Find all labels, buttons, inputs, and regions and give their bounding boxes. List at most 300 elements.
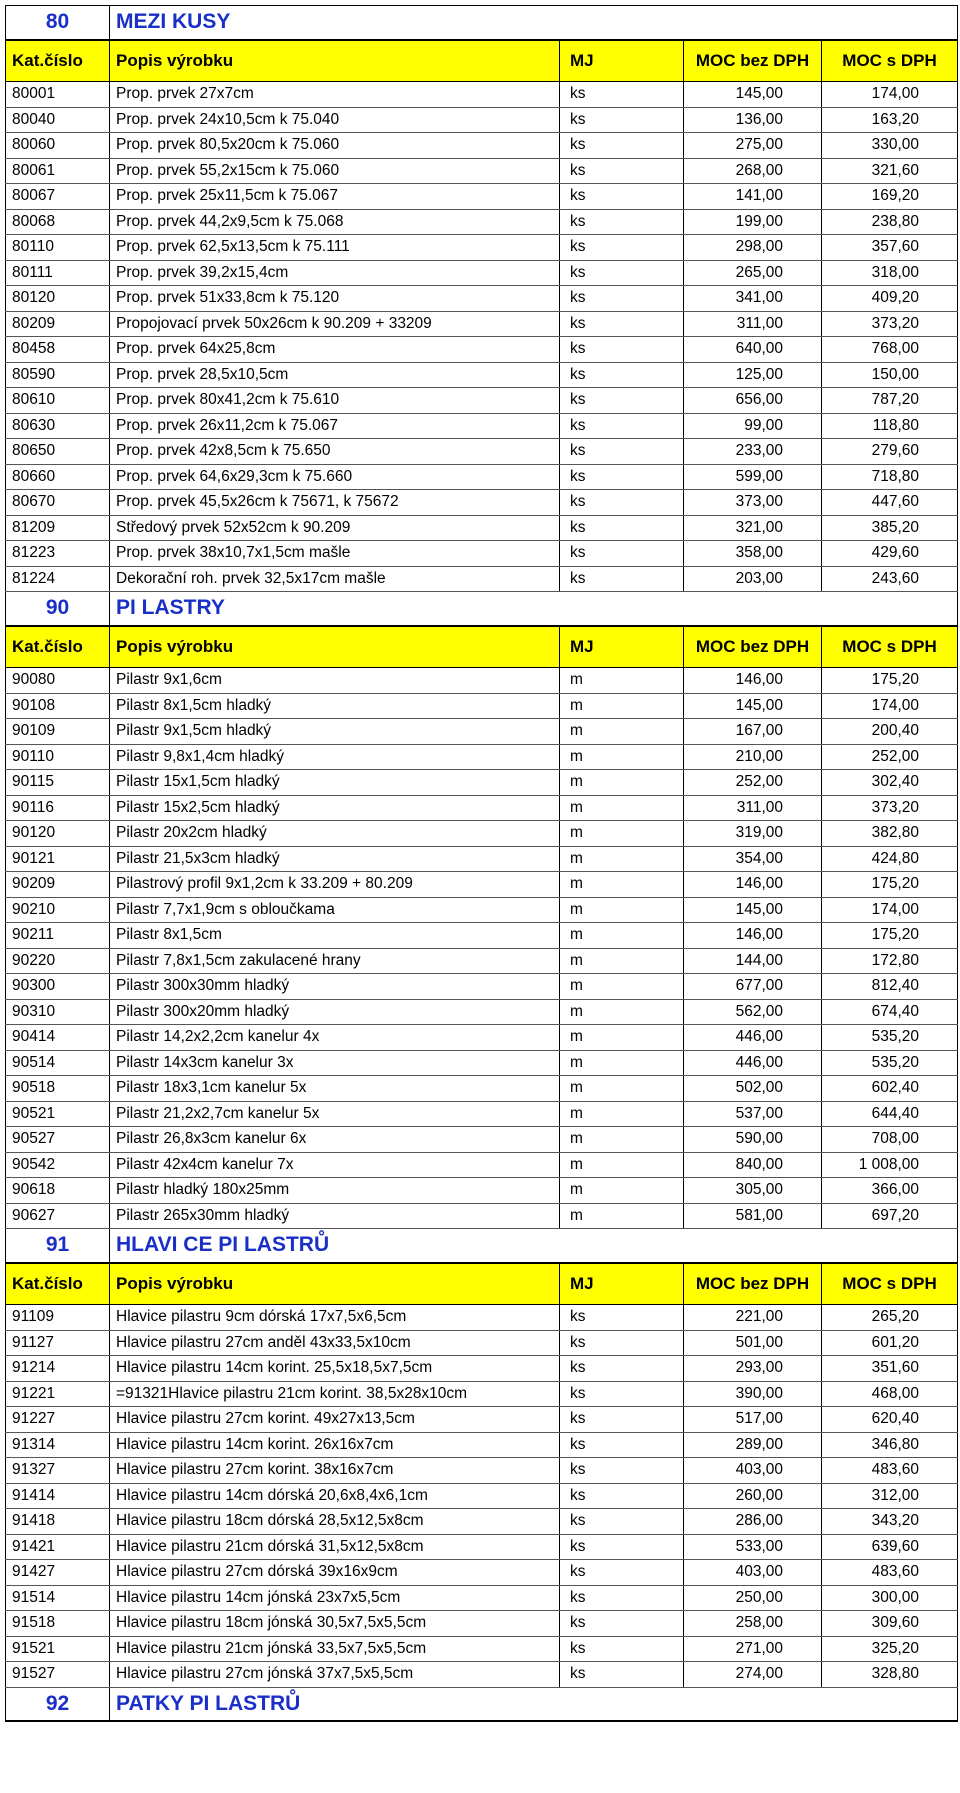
unit: ks <box>560 1560 684 1586</box>
table-row <box>6 1127 958 1153</box>
header-moc-s-dph: MOC s DPH <box>822 1263 958 1305</box>
product-description: Pilastr 18x3,1cm kanelur 5x <box>110 1076 560 1102</box>
catalog-number: 80630 <box>6 413 110 439</box>
header-moc-bez-dph: MOC bez DPH <box>684 626 822 668</box>
table-row <box>6 1585 958 1611</box>
price-with-vat: 175,20 <box>822 923 958 949</box>
catalog-number: 90514 <box>6 1050 110 1076</box>
product-description: Prop. prvek 27x7cm <box>110 82 560 108</box>
table-row <box>6 1152 958 1178</box>
catalog-number: 80060 <box>6 133 110 159</box>
catalog-number: 90310 <box>6 999 110 1025</box>
unit: m <box>560 846 684 872</box>
category-number: 92 <box>6 1687 110 1721</box>
catalog-number: 81224 <box>6 566 110 592</box>
price-without-vat: 145,00 <box>684 82 822 108</box>
unit: m <box>560 1152 684 1178</box>
table-row <box>6 1636 958 1662</box>
catalog-number: 80590 <box>6 362 110 388</box>
price-with-vat: 279,60 <box>822 439 958 465</box>
catalog-number: 91421 <box>6 1534 110 1560</box>
price-without-vat: 373,00 <box>684 490 822 516</box>
table-row <box>6 1560 958 1586</box>
price-with-vat: 639,60 <box>822 1534 958 1560</box>
category-title: HLAVI CE PI LASTRŮ <box>110 1229 958 1263</box>
unit: ks <box>560 158 684 184</box>
price-without-vat: 233,00 <box>684 439 822 465</box>
catalog-number: 91227 <box>6 1407 110 1433</box>
table-row <box>6 948 958 974</box>
table-row <box>6 388 958 414</box>
price-without-vat: 319,00 <box>684 821 822 847</box>
catalog-number: 91127 <box>6 1330 110 1356</box>
product-description: Prop. prvek 45,5x26cm k 75671, k 75672 <box>110 490 560 516</box>
price-with-vat: 328,80 <box>822 1662 958 1688</box>
table-row <box>6 770 958 796</box>
table-row <box>6 1050 958 1076</box>
table-row <box>6 744 958 770</box>
table-row <box>6 1458 958 1484</box>
price-with-vat: 602,40 <box>822 1076 958 1102</box>
header-popis: Popis výrobku <box>110 626 560 668</box>
price-without-vat: 354,00 <box>684 846 822 872</box>
unit: m <box>560 1050 684 1076</box>
price-with-vat: 812,40 <box>822 974 958 1000</box>
product-description: Pilastr 20x2cm hladký <box>110 821 560 847</box>
price-without-vat: 446,00 <box>684 1050 822 1076</box>
price-with-vat: 674,40 <box>822 999 958 1025</box>
unit: ks <box>560 541 684 567</box>
product-description: Pilastr hladký 180x25mm <box>110 1178 560 1204</box>
product-description: Pilastr 7,7x1,9cm s obloučkama <box>110 897 560 923</box>
unit: m <box>560 897 684 923</box>
price-without-vat: 275,00 <box>684 133 822 159</box>
price-without-vat: 146,00 <box>684 872 822 898</box>
product-description: Pilastr 8x1,5cm hladký <box>110 693 560 719</box>
catalog-number: 91427 <box>6 1560 110 1586</box>
price-without-vat: 677,00 <box>684 974 822 1000</box>
header-mj: MJ <box>560 1263 684 1305</box>
price-without-vat: 590,00 <box>684 1127 822 1153</box>
product-description: Pilastr 21,5x3cm hladký <box>110 846 560 872</box>
price-without-vat: 640,00 <box>684 337 822 363</box>
price-with-vat: 172,80 <box>822 948 958 974</box>
price-with-vat: 252,00 <box>822 744 958 770</box>
price-without-vat: 146,00 <box>684 923 822 949</box>
category-title: PI LASTRY <box>110 592 958 626</box>
unit: m <box>560 1178 684 1204</box>
price-with-vat: 321,60 <box>822 158 958 184</box>
table-row <box>6 490 958 516</box>
unit: m <box>560 744 684 770</box>
product-description: Pilastr 26,8x3cm kanelur 6x <box>110 1127 560 1153</box>
table-row <box>6 1330 958 1356</box>
table-row <box>6 1381 958 1407</box>
price-without-vat: 403,00 <box>684 1458 822 1484</box>
catalog-number: 80610 <box>6 388 110 414</box>
unit: m <box>560 770 684 796</box>
unit: ks <box>560 1636 684 1662</box>
table-row <box>6 286 958 312</box>
price-without-vat: 99,00 <box>684 413 822 439</box>
table-row <box>6 846 958 872</box>
category-row <box>6 592 958 626</box>
price-without-vat: 125,00 <box>684 362 822 388</box>
product-description: Pilastr 21,2x2,7cm kanelur 5x <box>110 1101 560 1127</box>
product-description: Hlavice pilastru 18cm dórská 28,5x12,5x8cm <box>110 1509 560 1535</box>
product-description: Pilastr 300x30mm hladký <box>110 974 560 1000</box>
price-with-vat: 366,00 <box>822 1178 958 1204</box>
catalog-number: 91518 <box>6 1611 110 1637</box>
catalog-number: 90521 <box>6 1101 110 1127</box>
catalog-number: 90110 <box>6 744 110 770</box>
unit: m <box>560 719 684 745</box>
unit: ks <box>560 1432 684 1458</box>
price-with-vat: 265,20 <box>822 1305 958 1331</box>
table-row <box>6 209 958 235</box>
price-without-vat: 260,00 <box>684 1483 822 1509</box>
table-row <box>6 1611 958 1637</box>
header-mj: MJ <box>560 626 684 668</box>
product-description: Prop. prvek 55,2x15cm k 75.060 <box>110 158 560 184</box>
unit: ks <box>560 464 684 490</box>
price-without-vat: 289,00 <box>684 1432 822 1458</box>
header-kat-cislo: Kat.číslo <box>6 626 110 668</box>
product-description: Pilastr 7,8x1,5cm zakulacené hrany <box>110 948 560 974</box>
price-without-vat: 537,00 <box>684 1101 822 1127</box>
table-row <box>6 1356 958 1382</box>
price-without-vat: 305,00 <box>684 1178 822 1204</box>
price-with-vat: 351,60 <box>822 1356 958 1382</box>
unit: ks <box>560 311 684 337</box>
unit: ks <box>560 286 684 312</box>
price-without-vat: 250,00 <box>684 1585 822 1611</box>
catalog-number: 91521 <box>6 1636 110 1662</box>
price-without-vat: 599,00 <box>684 464 822 490</box>
unit: m <box>560 948 684 974</box>
product-description: Hlavice pilastru 9cm dórská 17x7,5x6,5cm <box>110 1305 560 1331</box>
price-with-vat: 346,80 <box>822 1432 958 1458</box>
unit: ks <box>560 439 684 465</box>
table-row <box>6 541 958 567</box>
price-without-vat: 403,00 <box>684 1560 822 1586</box>
catalog-number: 81209 <box>6 515 110 541</box>
unit: m <box>560 795 684 821</box>
header-popis: Popis výrobku <box>110 40 560 82</box>
price-with-vat: 697,20 <box>822 1203 958 1229</box>
product-description: Pilastr 15x2,5cm hladký <box>110 795 560 821</box>
price-without-vat: 145,00 <box>684 897 822 923</box>
price-without-vat: 358,00 <box>684 541 822 567</box>
unit: ks <box>560 260 684 286</box>
catalog-number: 80670 <box>6 490 110 516</box>
price-with-vat: 718,80 <box>822 464 958 490</box>
price-with-vat: 447,60 <box>822 490 958 516</box>
product-description: Prop. prvek 28,5x10,5cm <box>110 362 560 388</box>
price-with-vat: 169,20 <box>822 184 958 210</box>
table-row <box>6 184 958 210</box>
price-with-vat: 330,00 <box>822 133 958 159</box>
price-with-vat: 382,80 <box>822 821 958 847</box>
catalog-number: 90210 <box>6 897 110 923</box>
column-header-row <box>6 626 958 668</box>
table-row <box>6 260 958 286</box>
unit: m <box>560 1025 684 1051</box>
table-row <box>6 133 958 159</box>
unit: ks <box>560 337 684 363</box>
price-without-vat: 258,00 <box>684 1611 822 1637</box>
price-with-vat: 174,00 <box>822 82 958 108</box>
catalog-number: 90209 <box>6 872 110 898</box>
price-with-vat: 238,80 <box>822 209 958 235</box>
category-number: 80 <box>6 6 110 40</box>
catalog-number: 90414 <box>6 1025 110 1051</box>
price-without-vat: 656,00 <box>684 388 822 414</box>
catalog-number: 91418 <box>6 1509 110 1535</box>
product-description: Hlavice pilastru 21cm dórská 31,5x12,5x8cm <box>110 1534 560 1560</box>
price-with-vat: 535,20 <box>822 1025 958 1051</box>
price-without-vat: 517,00 <box>684 1407 822 1433</box>
price-with-vat: 302,40 <box>822 770 958 796</box>
unit: m <box>560 1127 684 1153</box>
catalog-number: 80001 <box>6 82 110 108</box>
unit: ks <box>560 490 684 516</box>
unit: ks <box>560 107 684 133</box>
price-without-vat: 293,00 <box>684 1356 822 1382</box>
product-description: Prop. prvek 64x25,8cm <box>110 337 560 363</box>
catalog-number: 90627 <box>6 1203 110 1229</box>
header-mj: MJ <box>560 40 684 82</box>
price-without-vat: 341,00 <box>684 286 822 312</box>
price-with-vat: 150,00 <box>822 362 958 388</box>
price-without-vat: 446,00 <box>684 1025 822 1051</box>
table-row <box>6 795 958 821</box>
price-with-vat: 787,20 <box>822 388 958 414</box>
price-without-vat: 146,00 <box>684 668 822 694</box>
price-with-vat: 243,60 <box>822 566 958 592</box>
unit: ks <box>560 133 684 159</box>
price-with-vat: 318,00 <box>822 260 958 286</box>
unit: ks <box>560 1330 684 1356</box>
product-description: Hlavice pilastru 27cm anděl 43x33,5x10cm <box>110 1330 560 1356</box>
table-row <box>6 337 958 363</box>
table-row <box>6 821 958 847</box>
unit: ks <box>560 82 684 108</box>
unit: ks <box>560 235 684 261</box>
price-with-vat: 373,20 <box>822 311 958 337</box>
header-moc-bez-dph: MOC bez DPH <box>684 1263 822 1305</box>
unit: m <box>560 668 684 694</box>
price-without-vat: 265,00 <box>684 260 822 286</box>
product-description: Hlavice pilastru 18cm jónská 30,5x7,5x5,5cm <box>110 1611 560 1637</box>
product-description: Pilastr 9x1,6cm <box>110 668 560 694</box>
price-without-vat: 502,00 <box>684 1076 822 1102</box>
table-row <box>6 1432 958 1458</box>
unit: m <box>560 872 684 898</box>
product-description: Hlavice pilastru 14cm dórská 20,6x8,4x6,1cm <box>110 1483 560 1509</box>
header-popis: Popis výrobku <box>110 1263 560 1305</box>
price-without-vat: 311,00 <box>684 311 822 337</box>
product-description: Pilastrový profil 9x1,2cm k 33.209 + 80.209 <box>110 872 560 898</box>
product-description: Středový prvek 52x52cm k 90.209 <box>110 515 560 541</box>
price-with-vat: 409,20 <box>822 286 958 312</box>
product-description: Prop. prvek 38x10,7x1,5cm mašle <box>110 541 560 567</box>
price-with-vat: 483,60 <box>822 1560 958 1586</box>
product-description: Hlavice pilastru 27cm korint. 49x27x13,5cm <box>110 1407 560 1433</box>
table-row <box>6 1662 958 1688</box>
unit: ks <box>560 209 684 235</box>
category-title: PATKY PI LASTRŮ <box>110 1687 958 1721</box>
unit: ks <box>560 1534 684 1560</box>
table-row <box>6 1305 958 1331</box>
price-without-vat: 141,00 <box>684 184 822 210</box>
price-without-vat: 136,00 <box>684 107 822 133</box>
price-with-vat: 343,20 <box>822 1509 958 1535</box>
table-row <box>6 464 958 490</box>
product-description: Prop. prvek 24x10,5cm k 75.040 <box>110 107 560 133</box>
price-with-vat: 175,20 <box>822 872 958 898</box>
price-with-vat: 468,00 <box>822 1381 958 1407</box>
table-row <box>6 719 958 745</box>
product-description: Pilastr 14x3cm kanelur 3x <box>110 1050 560 1076</box>
unit: ks <box>560 566 684 592</box>
header-kat-cislo: Kat.číslo <box>6 1263 110 1305</box>
table-row <box>6 515 958 541</box>
unit: m <box>560 693 684 719</box>
price-without-vat: 533,00 <box>684 1534 822 1560</box>
product-description: Hlavice pilastru 27cm jónská 37x7,5x5,5cm <box>110 1662 560 1688</box>
price-with-vat: 601,20 <box>822 1330 958 1356</box>
product-description: Prop. prvek 26x11,2cm k 75.067 <box>110 413 560 439</box>
catalog-number: 80458 <box>6 337 110 363</box>
unit: ks <box>560 1458 684 1484</box>
product-description: Hlavice pilastru 14cm jónská 23x7x5,5cm <box>110 1585 560 1611</box>
catalog-number: 90211 <box>6 923 110 949</box>
catalog-number: 90300 <box>6 974 110 1000</box>
category-row <box>6 6 958 40</box>
product-description: Pilastr 300x20mm hladký <box>110 999 560 1025</box>
unit: ks <box>560 184 684 210</box>
product-description: Prop. prvek 51x33,8cm k 75.120 <box>110 286 560 312</box>
catalog-number: 90115 <box>6 770 110 796</box>
unit: ks <box>560 1509 684 1535</box>
product-description: Hlavice pilastru 14cm korint. 26x16x7cm <box>110 1432 560 1458</box>
catalog-number: 90080 <box>6 668 110 694</box>
catalog-number: 80120 <box>6 286 110 312</box>
price-with-vat: 644,40 <box>822 1101 958 1127</box>
product-description: Prop. prvek 42x8,5cm k 75.650 <box>110 439 560 465</box>
table-row <box>6 897 958 923</box>
price-without-vat: 562,00 <box>684 999 822 1025</box>
catalog-number: 91221 <box>6 1381 110 1407</box>
table-row <box>6 974 958 1000</box>
product-description: Prop. prvek 44,2x9,5cm k 75.068 <box>110 209 560 235</box>
product-description: Prop. prvek 62,5x13,5cm k 75.111 <box>110 235 560 261</box>
price-without-vat: 167,00 <box>684 719 822 745</box>
header-moc-bez-dph: MOC bez DPH <box>684 40 822 82</box>
price-with-vat: 483,60 <box>822 1458 958 1484</box>
catalog-number: 81223 <box>6 541 110 567</box>
price-with-vat: 385,20 <box>822 515 958 541</box>
price-without-vat: 203,00 <box>684 566 822 592</box>
unit: m <box>560 821 684 847</box>
catalog-number: 80040 <box>6 107 110 133</box>
catalog-number: 80110 <box>6 235 110 261</box>
table-row <box>6 1509 958 1535</box>
product-description: Pilastr 8x1,5cm <box>110 923 560 949</box>
product-description: Pilastr 9,8x1,4cm hladký <box>110 744 560 770</box>
unit: ks <box>560 1585 684 1611</box>
catalog-number: 90116 <box>6 795 110 821</box>
price-without-vat: 274,00 <box>684 1662 822 1688</box>
table-row <box>6 413 958 439</box>
unit: ks <box>560 1305 684 1331</box>
table-row <box>6 235 958 261</box>
table-row <box>6 566 958 592</box>
table-row <box>6 1534 958 1560</box>
catalog-number: 91414 <box>6 1483 110 1509</box>
product-description: Dekorační roh. prvek 32,5x17cm mašle <box>110 566 560 592</box>
catalog-number: 90109 <box>6 719 110 745</box>
table-row <box>6 923 958 949</box>
price-with-vat: 535,20 <box>822 1050 958 1076</box>
unit: ks <box>560 1407 684 1433</box>
table-row <box>6 1483 958 1509</box>
product-description: Pilastr 265x30mm hladký <box>110 1203 560 1229</box>
table-row <box>6 158 958 184</box>
unit: ks <box>560 1356 684 1382</box>
product-description: Pilastr 15x1,5cm hladký <box>110 770 560 796</box>
price-without-vat: 286,00 <box>684 1509 822 1535</box>
unit: m <box>560 1101 684 1127</box>
price-with-vat: 424,80 <box>822 846 958 872</box>
product-description: Pilastr 9x1,5cm hladký <box>110 719 560 745</box>
catalog-number: 80068 <box>6 209 110 235</box>
product-description: Pilastr 42x4cm kanelur 7x <box>110 1152 560 1178</box>
price-with-vat: 768,00 <box>822 337 958 363</box>
column-header-row <box>6 1263 958 1305</box>
table-row <box>6 1076 958 1102</box>
table-row <box>6 1203 958 1229</box>
price-without-vat: 581,00 <box>684 1203 822 1229</box>
price-without-vat: 221,00 <box>684 1305 822 1331</box>
unit: ks <box>560 1381 684 1407</box>
catalog-number: 80660 <box>6 464 110 490</box>
column-header-row <box>6 40 958 82</box>
table-row <box>6 1025 958 1051</box>
product-description: Prop. prvek 80x41,2cm k 75.610 <box>110 388 560 414</box>
product-description: Hlavice pilastru 21cm jónská 33,5x7,5x5,5cm <box>110 1636 560 1662</box>
price-without-vat: 144,00 <box>684 948 822 974</box>
price-with-vat: 708,00 <box>822 1127 958 1153</box>
table-row <box>6 311 958 337</box>
catalog-number: 91214 <box>6 1356 110 1382</box>
catalog-number: 80111 <box>6 260 110 286</box>
unit: m <box>560 1203 684 1229</box>
price-with-vat: 373,20 <box>822 795 958 821</box>
header-moc-s-dph: MOC s DPH <box>822 626 958 668</box>
unit: ks <box>560 388 684 414</box>
price-without-vat: 311,00 <box>684 795 822 821</box>
table-row <box>6 1101 958 1127</box>
product-description: Prop. prvek 64,6x29,3cm k 75.660 <box>110 464 560 490</box>
unit: ks <box>560 515 684 541</box>
catalog-number: 80061 <box>6 158 110 184</box>
category-row <box>6 1229 958 1263</box>
product-description: Hlavice pilastru 14cm korint. 25,5x18,5x7,5cm <box>110 1356 560 1382</box>
unit: ks <box>560 362 684 388</box>
catalog-number: 90108 <box>6 693 110 719</box>
